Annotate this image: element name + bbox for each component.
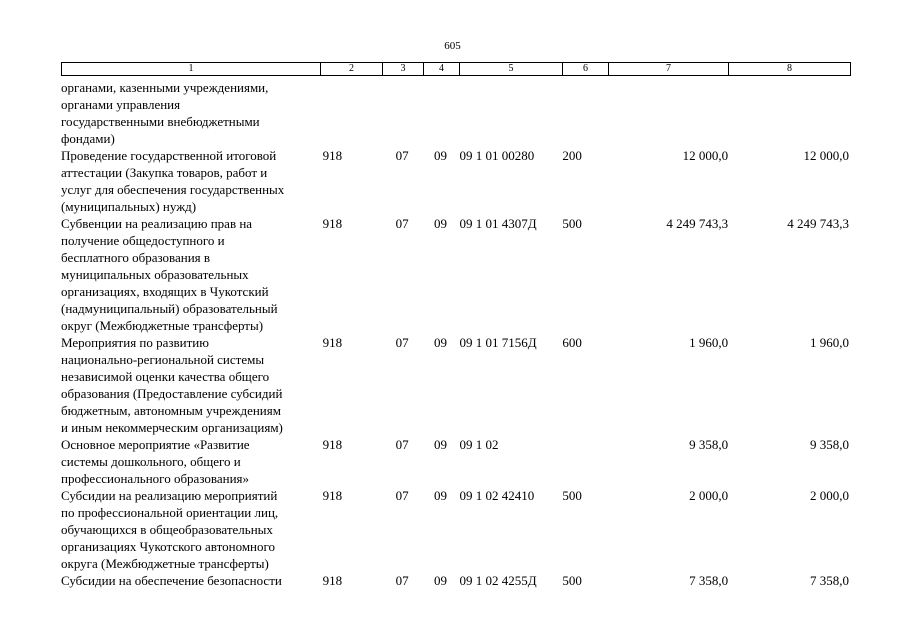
description-line: Субвенции на реализацию прав на [61,216,253,231]
table-row [61,487,849,572]
table-row [61,436,849,487]
description-cell [61,487,323,572]
description-cell [61,79,323,147]
subsection-cell [423,79,459,147]
section-cell: 07 [395,335,409,350]
section-cell: 07 [395,488,409,503]
amount-year1-cell: 12 000,0 [682,148,729,163]
header-col-2: 2 [321,63,383,75]
section-cell: 07 [395,216,409,231]
ministry-code-cell: 918 [322,437,343,452]
description-line: (муниципальных) нужд) [61,199,197,214]
amount-year1-cell: 2 000,0 [689,488,729,503]
header-col-7: 7 [609,63,729,75]
description-line: (надмуниципальный) образовательный [61,301,278,316]
target-article-cell: 09 1 01 4307Д [459,216,537,231]
subsection-cell: 09 [434,573,448,588]
expense-type-cell: 500 [562,573,582,588]
description-line: Субсидии на реализацию мероприятий [61,488,278,503]
description-line: национально-региональной системы [61,352,265,367]
expense-type-cell: 500 [562,216,582,231]
header-col-8: 8 [787,63,792,74]
section-cell: 07 [395,148,409,163]
ministry-code-cell [323,79,382,147]
description-line: государственными внебюджетными [61,114,260,129]
page-number: 605 [444,40,461,52]
subsection-cell: 09 [434,216,448,231]
expense-type-cell [562,79,608,147]
target-article-cell: 09 1 02 [459,437,499,452]
description-line: округ (Межбюджетные трансферты) [61,318,264,333]
subsection-cell: 09 [434,148,448,163]
description-cell [61,147,323,215]
description-line: и иным некоммерческим организациям) [61,420,283,435]
description-line: обучающихся в общеобразовательных [61,522,273,537]
table-row [61,215,849,334]
target-article-cell: 09 1 02 42410 [459,488,535,503]
table-row [61,334,849,436]
description-line: органами, казенными учреждениями, [61,80,269,95]
expense-type-cell: 500 [562,488,582,503]
expense-type-cell [562,436,608,487]
amount-year1-cell: 4 249 743,3 [666,216,729,231]
amount-year2-cell: 12 000,0 [803,148,849,163]
subsection-cell: 09 [434,488,448,503]
description-line: организациях, входящих в Чукотский [61,284,269,299]
table-row [61,79,849,147]
description-line: Проведение государственной итоговой [61,148,277,163]
section-cell [382,79,423,147]
target-article-cell: 09 1 01 00280 [459,148,535,163]
description-line: бесплатного образования в [61,250,211,265]
description-line: профессионального образования» [61,471,250,486]
amount-year2-cell: 4 249 743,3 [787,216,849,231]
description-line: Субсидии на обеспечение безопасности [61,573,282,588]
header-col-4: 4 [424,63,460,75]
description-line: аттестации (Закупка товаров, работ и [61,165,268,180]
description-line: независимой оценки качества общего [61,369,270,384]
description-cell [61,572,323,589]
table-header [61,62,851,76]
description-line: получение общедоступного и [61,233,225,248]
ministry-code-cell: 918 [322,148,343,163]
target-article-cell: 09 1 01 7156Д [459,335,537,350]
description-line: органами управления [61,97,181,112]
ministry-code-cell: 918 [322,488,343,503]
table-row [61,147,849,215]
table-row [61,572,849,589]
expense-type-cell: 200 [562,148,582,163]
amount-year1-cell: 9 358,0 [689,437,729,452]
header-col-5: 5 [460,63,563,75]
header-col-3: 3 [383,63,424,75]
description-line: бюджетным, автономным учреждениям [61,403,281,418]
amount-year2-cell: 1 960,0 [810,335,849,350]
description-line: системы дошкольного, общего и [61,454,241,469]
description-line: услуг для обеспечения государственных [61,182,285,197]
description-line: Мероприятия по развитию [61,335,209,350]
amount-year2-cell: 9 358,0 [810,437,849,452]
description-line: фондами) [61,131,115,146]
amount-year1-cell [608,79,728,147]
description-cell [61,215,323,334]
description-line: округа (Межбюджетные трансферты) [61,556,269,571]
section-cell: 07 [395,437,409,452]
section-cell: 07 [395,573,409,588]
target-article-cell [459,79,563,147]
ministry-code-cell: 918 [322,335,343,350]
target-article-cell: 09 1 02 4255Д [459,573,537,588]
table-body [61,79,849,589]
header-col-1: 1 [62,63,321,75]
ministry-code-cell: 918 [322,573,343,588]
amount-year2-cell: 7 358,0 [810,573,849,588]
amount-year2-cell [728,79,849,147]
description-cell [61,436,323,487]
header-col-6: 6 [563,63,609,75]
subsection-cell: 09 [434,437,448,452]
ministry-code-cell: 918 [322,216,343,231]
expense-type-cell: 600 [562,335,582,350]
description-line: по профессиональной ориентации лиц, [61,505,279,520]
description-cell [61,334,323,436]
description-line: образования (Предоставление субсидий [61,386,283,401]
subsection-cell: 09 [434,335,448,350]
amount-year2-cell: 2 000,0 [810,488,849,503]
description-line: Основное мероприятие «Развитие [61,437,250,452]
amount-year1-cell: 7 358,0 [689,573,729,588]
description-line: организациях Чукотского автономного [61,539,276,554]
description-line: муниципальных образовательных [61,267,249,282]
amount-year1-cell: 1 960,0 [689,335,729,350]
